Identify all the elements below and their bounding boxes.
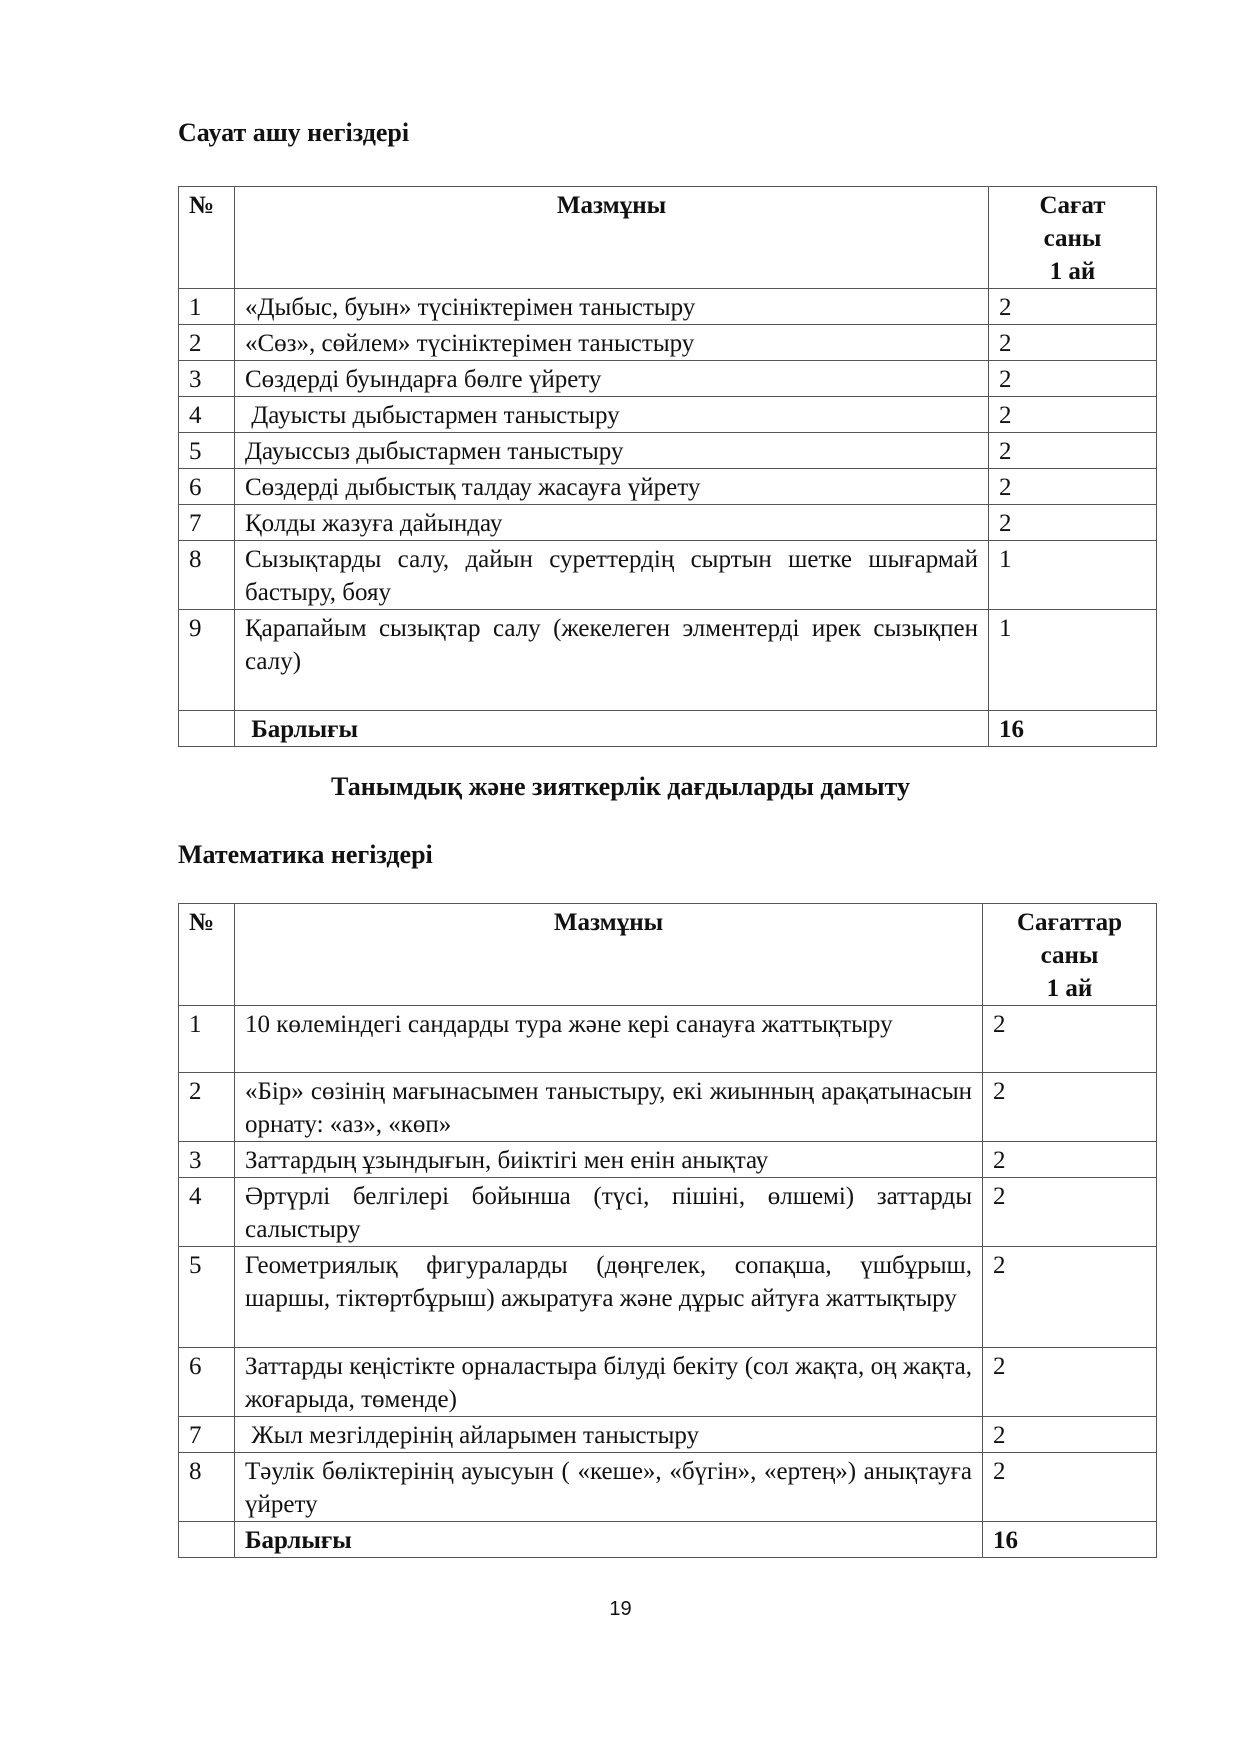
header-hours: Сағаттар саны 1 ай [983, 904, 1157, 1006]
row-hours: 2 [983, 1073, 1157, 1142]
row-content: Сөздерді буындарға бөлге үйрету [235, 361, 989, 397]
table-row [179, 397, 1157, 433]
row-number: 2 [179, 325, 235, 361]
row-content: Қолды жазуға дайындау [235, 505, 989, 541]
row-hours: 2 [983, 1006, 1157, 1073]
row-hours: 2 [983, 1348, 1157, 1417]
row-number: 5 [179, 433, 235, 469]
table-row [179, 1178, 1157, 1247]
row-hours: 1 [989, 541, 1157, 610]
row-number: 4 [179, 1178, 235, 1247]
total-label: Барлығы [235, 1522, 983, 1558]
math-table [178, 903, 1157, 1558]
table-row [179, 325, 1157, 361]
row-content: Заттардың ұзындығын, биіктігі мен енін анықтау [235, 1142, 983, 1178]
row-number: 6 [179, 1348, 235, 1417]
total-hours: 16 [989, 711, 1157, 747]
row-content: Тәулік бөліктерінің ауысуын ( «кеше», «бүгін», «ертең») анықтауға үйрету [235, 1453, 983, 1522]
table-row [179, 505, 1157, 541]
row-number: 1 [179, 1006, 235, 1073]
table-header-row [179, 904, 1157, 1006]
table-row [179, 1417, 1157, 1453]
sauat-table [178, 186, 1157, 747]
table-row [179, 1073, 1157, 1142]
row-hours: 2 [983, 1453, 1157, 1522]
row-number: 2 [179, 1073, 235, 1142]
header-content: Мазмұны [235, 904, 983, 1006]
header-number: № [179, 904, 235, 1006]
table-row [179, 610, 1157, 711]
row-content: Заттарды кеңістікте орналастыра білуді бекіту (сол жақта, оң жақта, жоғарыда, төменде) [235, 1348, 983, 1417]
row-number: 8 [179, 1453, 235, 1522]
row-number: 7 [179, 1417, 235, 1453]
header-hours: Сағат саны 1 ай [989, 187, 1157, 289]
header-number: № [179, 187, 235, 289]
table-total-row [179, 711, 1157, 747]
row-content: Геометриялық фигураларды (дөңгелек, сопақша, үшбұрыш, шаршы, тіктөртбұрыш) ажыратуға және дұрыс айтуға жаттықтыру [235, 1247, 983, 1348]
row-number: 8 [179, 541, 235, 610]
row-content: Дауысты дыбыстармен таныстыру [235, 397, 989, 433]
row-number: 9 [179, 610, 235, 711]
table-row [179, 289, 1157, 325]
section-title-math: Математика негіздері [178, 840, 433, 869]
row-hours: 2 [989, 289, 1157, 325]
row-content: Сызықтарды салу, дайын суреттердің сыртын шетке шығармай бастыру, бояу [235, 541, 989, 610]
row-hours: 2 [983, 1417, 1157, 1453]
table-row [179, 361, 1157, 397]
row-content: «Бір» сөзінің мағынасымен таныстыру, екі жиынның арақатынасын орнату: «аз», «көп» [235, 1073, 983, 1142]
row-content: Жыл мезгілдерінің айларымен таныстыру [235, 1417, 983, 1453]
row-content: Дауыссыз дыбыстармен таныстыру [235, 433, 989, 469]
total-label: Барлығы [235, 711, 989, 747]
row-hours: 2 [989, 397, 1157, 433]
table-row [179, 433, 1157, 469]
row-hours: 1 [989, 610, 1157, 711]
table-total-row [179, 1522, 1157, 1558]
row-content: «Дыбыс, буын» түсініктерімен таныстыру [235, 289, 989, 325]
section-title-sauat: Сауат ашу негіздері [178, 118, 410, 147]
section-heading: Танымдық және зияткерлік дағдыларды дамыту [331, 772, 910, 801]
page-number: 19 [609, 1598, 632, 1620]
table-row [179, 541, 1157, 610]
table-row [179, 469, 1157, 505]
row-number: 1 [179, 289, 235, 325]
row-hours: 2 [989, 361, 1157, 397]
row-hours: 2 [989, 433, 1157, 469]
row-hours: 2 [983, 1142, 1157, 1178]
row-number: 3 [179, 1142, 235, 1178]
row-hours: 2 [983, 1247, 1157, 1348]
row-hours: 2 [989, 505, 1157, 541]
row-number: 6 [179, 469, 235, 505]
row-number: 7 [179, 505, 235, 541]
total-number [179, 1522, 235, 1558]
table-row [179, 1348, 1157, 1417]
table-row [179, 1142, 1157, 1178]
total-number [179, 711, 235, 747]
total-hours: 16 [983, 1522, 1157, 1558]
table-row [179, 1247, 1157, 1348]
table-row [179, 1453, 1157, 1522]
row-content: 10 көлеміндегі сандарды тура және кері санауға жаттықтыру [235, 1006, 983, 1073]
row-hours: 2 [983, 1178, 1157, 1247]
row-hours: 2 [989, 325, 1157, 361]
row-content: Қарапайым сызықтар салу (жекелеген элментерді ирек сызықпен салу) [235, 610, 989, 711]
row-number: 5 [179, 1247, 235, 1348]
row-number: 3 [179, 361, 235, 397]
row-content: Әртүрлі белгілері бойынша (түсі, пішіні, өлшемі) заттарды салыстыру [235, 1178, 983, 1247]
header-content: Мазмұны [235, 187, 989, 289]
row-hours: 2 [989, 469, 1157, 505]
row-number: 4 [179, 397, 235, 433]
table-header-row [179, 187, 1157, 289]
row-content: Сөздерді дыбыстық талдау жасауға үйрету [235, 469, 989, 505]
table-row [179, 1006, 1157, 1073]
row-content: «Сөз», сөйлем» түсініктерімен таныстыру [235, 325, 989, 361]
